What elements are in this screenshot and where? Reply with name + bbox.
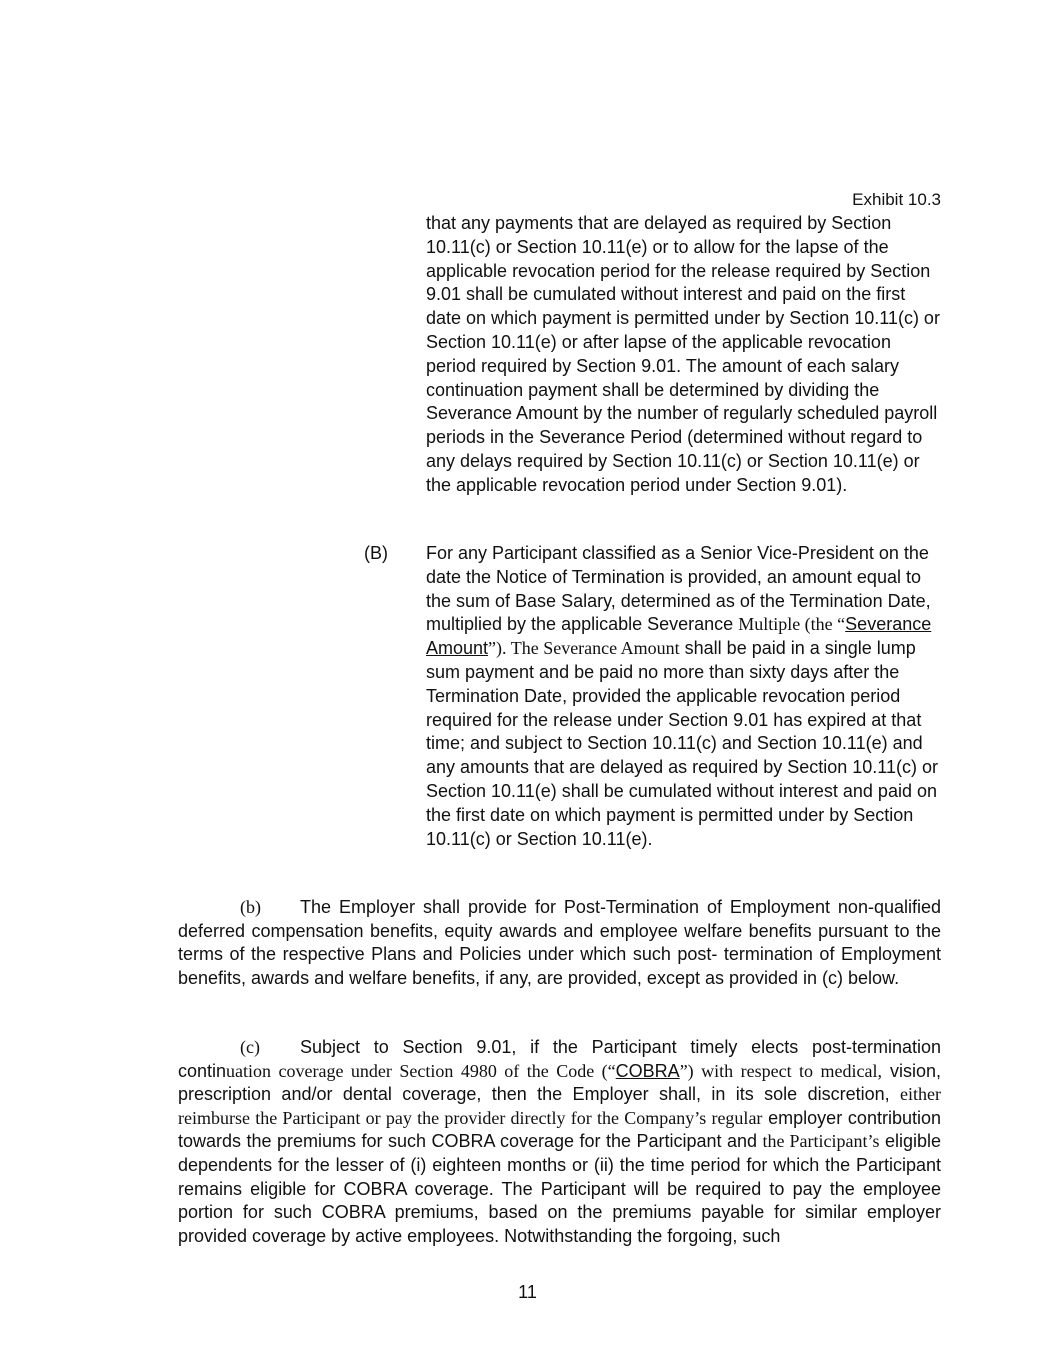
defined-term-severance-amount: Severance Amount bbox=[426, 614, 932, 659]
subparagraph-b-text-2: Multiple (the “ bbox=[738, 614, 846, 635]
continued-paragraph-a: that any payments that are delayed as required by Section 10.11(c) or Section 10.11(e) or to allow for the lapse of the applicable revocation period for the release required by Section 9.01 shall be cumulated without interest and paid on the first date on which payment is permitted under by Section 10.11(c) or Section 10.11(e) or after lapse of the applicable revocation period required by Section 9.01. The amount of each salary continuation payment shall be determined by dividing the Severance Amount by the number of regularly scheduled payroll periods in the Severance Period (determined without regard to any delays required by Section 10.11(c) or Section 10.11(e) or the applicable revocation period under Section 9.01). bbox=[426, 213, 940, 495]
subparagraph-b-text bbox=[426, 542, 942, 851]
paragraph-c-text-6: employer contribution towards the premiums for such COBRA coverage for the Participant and bbox=[178, 1107, 941, 1152]
subparagraph-b-text-3: ”). The Severance Amount bbox=[488, 638, 680, 659]
page-number: 11 bbox=[518, 1282, 537, 1302]
paragraph-c-text-5: either reimburse the Participant or pay the provider directly for the Company’s regular bbox=[178, 1084, 941, 1128]
paragraph-b-text: The Employer shall provide for Post-Termination of Employment non-qualified deferred compensation benefits, equity awards and employee welfare benefits pursuant to the terms of the respective Plans and Policies under which such post- termination of Employment benefits, awards and welfare benefits, if any, are provided, except as provided in (c) below. bbox=[178, 897, 941, 988]
paragraph-c-text-4: vision, prescription and/or dental coverage, then the Employer shall, in its sole discretion, bbox=[178, 1060, 941, 1105]
paragraph-c-text-2: uation coverage under Section 4980 of the Code (“ bbox=[226, 1060, 616, 1081]
paragraph-c-text-7: the Participant’s bbox=[762, 1131, 880, 1152]
paragraph-c-text-1: Subject to Section 9.01, if the Participant timely elects post-termination contin bbox=[178, 1037, 941, 1081]
paragraph-c bbox=[178, 1036, 941, 1248]
paragraph-c-label: (c) bbox=[240, 1037, 260, 1057]
paragraph-c-text-3: ”) with respect to medical, bbox=[679, 1060, 882, 1081]
subparagraph-b-marker: (B) bbox=[364, 543, 388, 563]
defined-term-cobra: COBRA bbox=[615, 1060, 680, 1081]
subparagraph-b-text-1: For any Participant classified as a Senior Vice-President on the date the Notice of Termination is provided, an amount equal to the sum of Base Salary, determined as of the Termination Date, multiplied by the applicable Severance bbox=[426, 543, 931, 635]
exhibit-label: Exhibit 10.3 bbox=[852, 190, 941, 209]
paragraph-b bbox=[178, 896, 941, 990]
subparagraph-b-text-4: shall be paid in a single lump sum payment and be paid no more than sixty days after the Termination Date, provided the applicable revocation period required for the release under Section 9.01 has expired at that time; and subject to Section 10.11(c) and Section 10.11(e) and any amounts that are delayed as required by Section 10.11(c) or Section 10.11(e) shall be cumulated without interest and paid on the first date on which payment is permitted under by Section 10.11(c) or Section 10.11(e). bbox=[426, 638, 938, 849]
paragraph-c-text-8: eligible dependents for the lesser of (i) eighteen months or (ii) the time period for which the Participant remains eligible for COBRA coverage. The Participant will be required to pay the employee portion for such COBRA premiums, based on the premiums payable for similar employer provided coverage by active employees. Notwithstanding the forgoing, such bbox=[178, 1131, 941, 1246]
paragraph-b-label: (b) bbox=[240, 897, 261, 917]
